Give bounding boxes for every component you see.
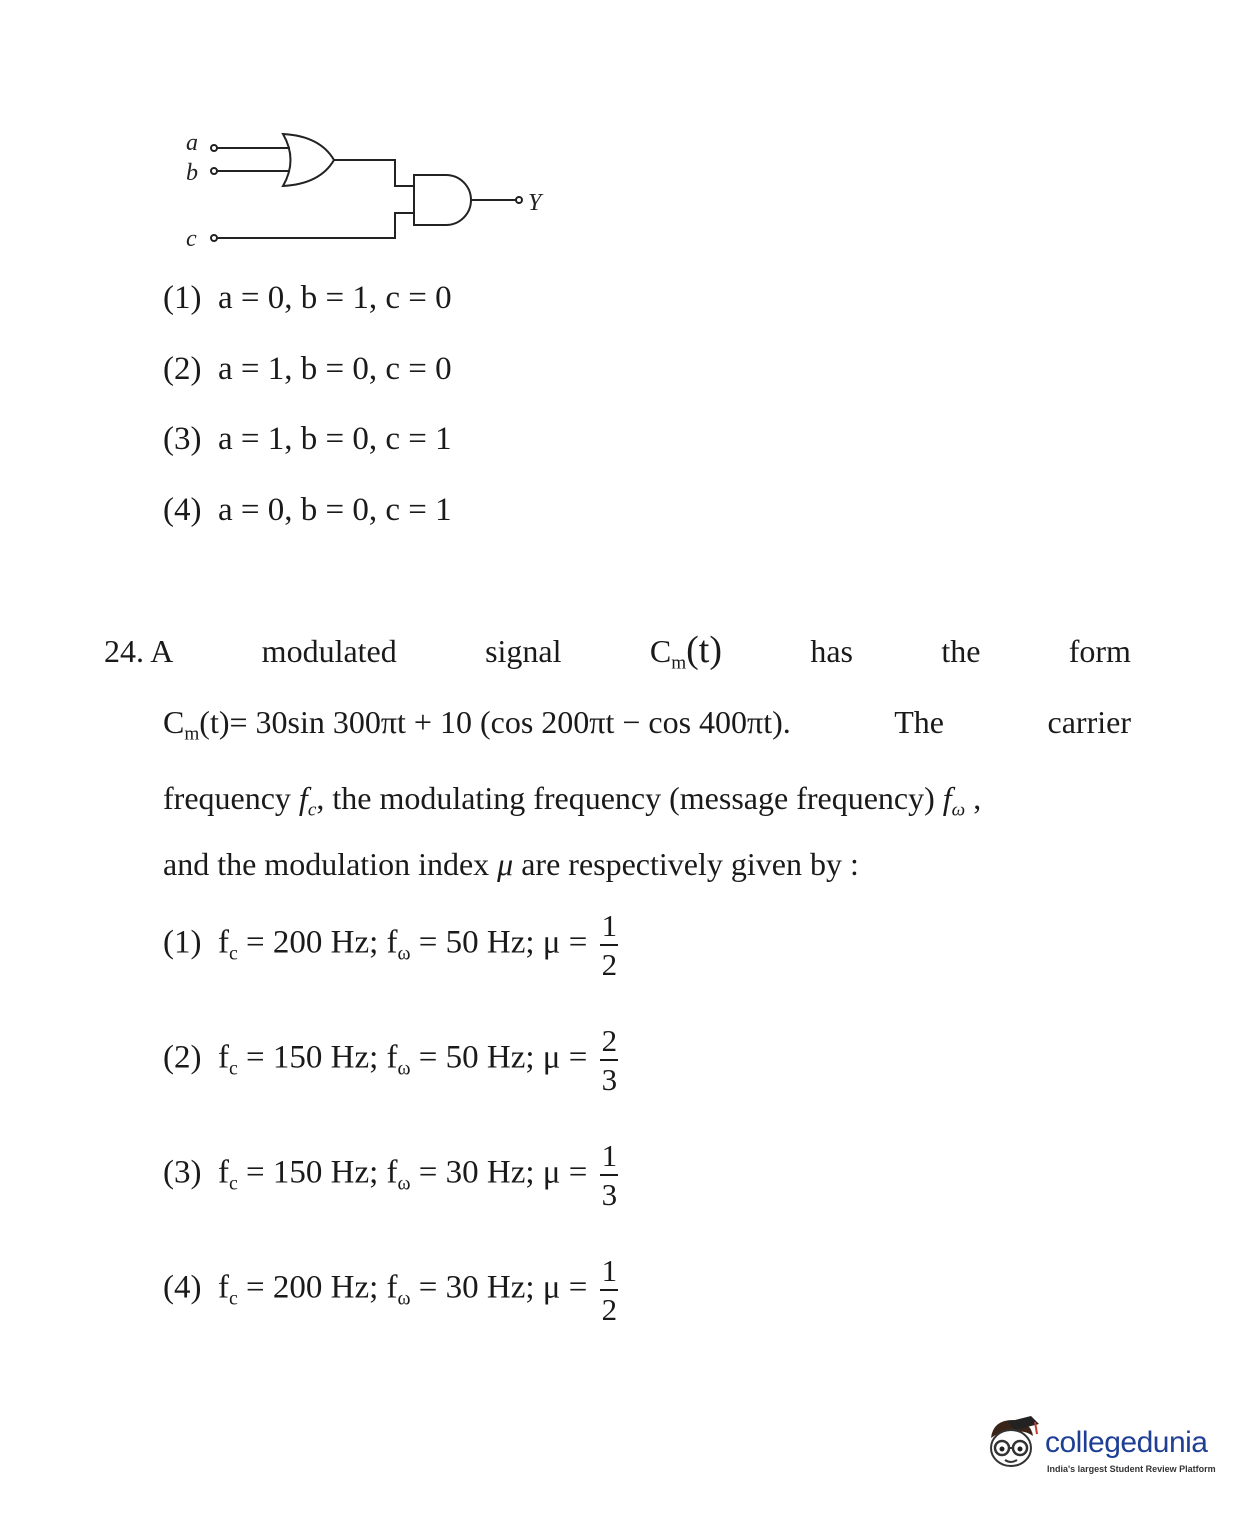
mascot-icon [985, 1414, 1041, 1478]
output-terminal [516, 197, 522, 203]
q23-option-1 [163, 280, 452, 317]
word: The [894, 704, 944, 740]
q24-option-3: (3) $f_c = 150$ Hz; $f_\omega = 30$ Hz; μ = $\frac{1}{3}$ [163, 1138, 618, 1212]
fraction: $\frac{1}{3}$ [601, 1138, 618, 1212]
q24-option-2: (2) $f_c = 150$ Hz; $f_\omega = 50$ Hz; μ = $\frac{2}{3}$ [163, 1023, 618, 1097]
word: A [150, 633, 174, 669]
q24-line-3: frequency $f_c$, the modulating frequency (message frequency) $f_\omega$ , [163, 780, 982, 821]
input-terminal-c [211, 235, 217, 241]
q24-line-4: and the modulation index μ are respectively given by : [163, 846, 859, 882]
word: modulated [261, 633, 397, 669]
and-gate [414, 175, 471, 225]
word: has [810, 633, 853, 669]
input-label-a: a [186, 130, 198, 156]
word: form [1068, 633, 1131, 669]
cm-t-term: $C_m(t)$ [649, 629, 722, 674]
q24-line-1 [104, 628, 1131, 675]
fraction: $\frac{1}{2}$ [601, 1253, 618, 1327]
option-text: a = 0, b = 0, c = 1 [217, 492, 452, 528]
option-number: (2) [163, 351, 202, 387]
input-label-c: c [186, 226, 197, 252]
q24-option-1: (1) $f_c = 200$ Hz; $f_\omega = 50$ Hz; μ = $\frac{1}{2}$ [163, 908, 618, 982]
input-terminal-b [211, 168, 217, 174]
input-label-b: b [186, 160, 198, 186]
option-number: (1) [163, 280, 202, 316]
word: the [941, 633, 981, 669]
or-gate [283, 134, 334, 186]
output-label-y: Y [528, 190, 542, 216]
logo-wordmark: collegedunia [1045, 1426, 1208, 1459]
equation: $C_m(t)= 30\sin$ 300πt + 10 (cos 200πt − cos 400πt). [163, 704, 791, 745]
mu-symbol: μ [497, 846, 514, 882]
q23-option-4 [163, 492, 452, 529]
wire-or-to-and [334, 160, 414, 186]
q23-option-3 [163, 421, 452, 458]
logic-circuit-diagram [170, 120, 570, 260]
logo-tagline: India's largest Student Review Platform [1047, 1464, 1216, 1474]
q24-option-4: (4) $f_c = 200$ Hz; $f_\omega = 30$ Hz; μ = $\frac{1}{2}$ [163, 1253, 618, 1327]
collegedunia-logo [985, 1410, 1215, 1480]
wire-c [217, 213, 414, 238]
fw-symbol: $f_\omega$ [942, 780, 966, 821]
q23-option-2 [163, 351, 452, 388]
word: carrier [1047, 704, 1131, 740]
option-text: a = 1, b = 0, c = 1 [217, 421, 452, 457]
fraction: $\frac{1}{2}$ [601, 908, 618, 982]
option-number: (4) [163, 492, 202, 528]
input-terminal-a [211, 145, 217, 151]
word: signal [485, 633, 562, 669]
option-text: a = 0, b = 1, c = 0 [217, 280, 452, 316]
question-number: 24. [104, 633, 144, 669]
fraction: $\frac{2}{3}$ [601, 1023, 618, 1097]
option-text: a = 1, b = 0, c = 0 [217, 351, 452, 387]
option-number: (3) [163, 421, 202, 457]
fc-symbol: $f_c$ [298, 780, 317, 821]
q24-line-2 [163, 704, 1131, 746]
